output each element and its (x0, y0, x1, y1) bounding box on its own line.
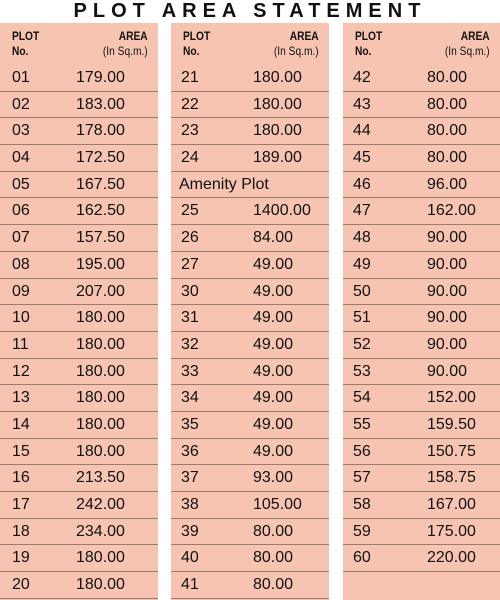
plot-area: 80.00 (253, 576, 294, 594)
plot-number: 35 (181, 415, 199, 433)
table-row (171, 252, 329, 279)
plot-number: 20 (12, 576, 30, 594)
plot-area: 180.00 (76, 576, 125, 594)
plot-area: 234.00 (76, 522, 125, 540)
plot-number: 57 (353, 469, 371, 487)
area-header-unit: (In Sq.m.) (103, 44, 148, 58)
plot-number: 09 (12, 282, 30, 300)
plot-number: 38 (181, 496, 199, 513)
plot-area: 49.00 (253, 415, 294, 433)
table-row (0, 252, 158, 279)
table-row (343, 92, 500, 119)
plot-number: 19 (12, 549, 30, 567)
plot-number: 54 (353, 389, 371, 407)
area-header-unit: (In Sq.m.) (274, 44, 319, 58)
table-row (0, 359, 158, 386)
table-row (171, 572, 329, 599)
column-header (343, 23, 500, 65)
plot-number: 12 (12, 362, 30, 380)
table-row (343, 198, 500, 225)
plot-area: 180.00 (76, 549, 125, 567)
table-row (171, 172, 329, 199)
plot-number: 13 (12, 389, 30, 407)
plot-area: 90.00 (427, 255, 468, 273)
plot-area: 195.00 (76, 255, 125, 273)
plot-area: 96.00 (427, 175, 468, 193)
plot-area: 162.50 (76, 202, 125, 220)
plot-area: 180.00 (76, 335, 125, 353)
table-row (343, 465, 500, 492)
table-row (343, 412, 500, 439)
plot-number: 11 (12, 335, 29, 353)
plot-area: 180.00 (76, 442, 125, 460)
plot-number: 43 (353, 95, 371, 113)
plot-number: 58 (353, 496, 371, 513)
plot-area: 180.00 (76, 415, 125, 433)
table-row (343, 279, 500, 306)
plot-area: 80.00 (427, 69, 468, 86)
plot-number: 21 (181, 69, 199, 86)
plot-number: 26 (181, 229, 199, 247)
table-row (0, 225, 158, 252)
page-title: PLOT AREA STATEMENT (73, 0, 427, 22)
table-row (171, 225, 329, 252)
table-row (171, 65, 329, 92)
plot-area: 1400.00 (253, 202, 311, 220)
plot-header-sublabel: No. (183, 44, 200, 58)
plot-area: 49.00 (253, 389, 294, 407)
plot-area: 167.50 (76, 175, 125, 193)
area-header (103, 29, 148, 59)
table-row (0, 332, 158, 359)
plot-number: 42 (353, 69, 371, 86)
plot-area: 180.00 (253, 69, 302, 86)
area-header (445, 29, 490, 59)
plot-header-label: PLOT (183, 29, 211, 43)
plot-area: 242.00 (76, 496, 125, 513)
table-row (171, 359, 329, 386)
plot-number: 34 (181, 389, 199, 407)
plot-number: 40 (181, 549, 199, 567)
plot-number: 55 (353, 415, 371, 433)
table-row (171, 545, 329, 572)
plot-area: 162.00 (427, 202, 476, 220)
plot-number: 03 (12, 122, 30, 140)
plot-number: 47 (353, 202, 371, 220)
plot-number: 16 (12, 469, 30, 487)
plot-number: 60 (353, 549, 371, 567)
plot-area: 183.00 (76, 95, 125, 113)
plot-area: 49.00 (253, 442, 294, 460)
plot-number: 04 (12, 149, 30, 167)
plot-area: 180.00 (253, 95, 302, 113)
table-row (343, 252, 500, 279)
plot-area: 80.00 (427, 149, 468, 167)
plot-number: 53 (353, 362, 371, 380)
table-row (343, 439, 500, 466)
plot-area: 90.00 (427, 362, 468, 380)
plot-number: 31 (181, 309, 199, 327)
plot-number: 51 (353, 309, 371, 327)
table-row (343, 118, 500, 145)
table-row (0, 65, 158, 92)
plot-number: 22 (181, 95, 199, 113)
column-header (0, 23, 158, 65)
plot-no-header (355, 29, 382, 59)
column-header (171, 23, 329, 65)
plot-number: 23 (181, 122, 199, 140)
plot-area: 179.00 (76, 69, 125, 86)
plot-area: 90.00 (427, 282, 468, 300)
table-row (343, 519, 500, 546)
plot-header-label: PLOT (355, 29, 383, 43)
plot-header-label: PLOT (12, 29, 40, 43)
table-row (0, 492, 158, 519)
table-row (171, 519, 329, 546)
plot-area: 167.00 (427, 496, 476, 513)
plot-number: 17 (12, 496, 30, 513)
plot-header-sublabel: No. (355, 44, 372, 58)
plot-area: 49.00 (253, 362, 294, 380)
plot-area: 220.00 (427, 549, 476, 567)
plot-area: 213.50 (76, 469, 125, 487)
plot-number: 45 (353, 149, 371, 167)
plot-area: 105.00 (253, 496, 302, 513)
plot-number: 15 (12, 442, 30, 460)
table-row (171, 118, 329, 145)
plot-number: 41 (181, 576, 199, 594)
plot-number: 37 (181, 469, 199, 487)
area-header-label: AREA (119, 29, 148, 43)
plot-number: 14 (12, 415, 30, 433)
area-header (274, 29, 319, 59)
plot-area-table (0, 23, 500, 600)
table-row (0, 545, 158, 572)
plot-area: 180.00 (253, 122, 302, 140)
plot-area: 158.75 (427, 469, 476, 487)
table-row (0, 198, 158, 225)
table-row (343, 65, 500, 92)
plot-number: 07 (12, 229, 30, 247)
plot-area: 49.00 (253, 335, 294, 353)
table-row (0, 279, 158, 306)
area-header-unit: (In Sq.m.) (445, 44, 490, 58)
table-row (343, 332, 500, 359)
plot-number: 32 (181, 335, 199, 353)
plot-number: 50 (353, 282, 371, 300)
table-row (0, 145, 158, 172)
plot-area: 175.00 (427, 522, 476, 540)
plot-area: 80.00 (427, 95, 468, 113)
table-row (0, 412, 158, 439)
plot-area: 180.00 (76, 309, 125, 327)
plot-no-header (183, 29, 210, 59)
plot-area: 172.50 (76, 149, 125, 167)
plot-number: 39 (181, 522, 199, 540)
table-row (171, 385, 329, 412)
plot-area: 80.00 (253, 549, 294, 567)
plot-area: 180.00 (76, 362, 125, 380)
plot-area: 157.50 (76, 229, 125, 247)
table-row (171, 492, 329, 519)
table-column-3 (343, 23, 500, 600)
section-label: Amenity Plot (179, 175, 269, 193)
plot-area: 178.00 (76, 122, 125, 140)
plot-area: 90.00 (427, 335, 468, 353)
plot-number: 49 (353, 255, 371, 273)
plot-area: 159.50 (427, 415, 476, 433)
plot-area: 90.00 (427, 309, 468, 327)
plot-number: 30 (181, 282, 199, 300)
plot-number: 36 (181, 442, 199, 460)
plot-area: 180.00 (76, 389, 125, 407)
plot-area: 84.00 (253, 229, 294, 247)
table-row (0, 172, 158, 199)
plot-number: 08 (12, 255, 30, 273)
plot-number: 18 (12, 522, 30, 540)
table-column-1 (0, 23, 158, 600)
plot-number: 46 (353, 175, 371, 193)
table-row (0, 92, 158, 119)
plot-number: 59 (353, 522, 371, 540)
plot-number: 24 (181, 149, 199, 167)
table-row (171, 332, 329, 359)
plot-number: 05 (12, 175, 30, 193)
plot-area: 49.00 (253, 255, 294, 273)
table-row (171, 465, 329, 492)
table-column-2 (171, 23, 329, 600)
table-row (343, 545, 500, 572)
plot-area: 207.00 (76, 282, 125, 300)
plot-number: 56 (353, 442, 371, 460)
table-row (343, 359, 500, 386)
plot-no-header (12, 29, 39, 59)
table-row (0, 118, 158, 145)
plot-area: 150.75 (427, 442, 476, 460)
plot-number: 01 (12, 69, 30, 86)
plot-area: 90.00 (427, 229, 468, 247)
plot-number: 48 (353, 229, 371, 247)
area-header-label: AREA (461, 29, 490, 43)
table-row (343, 385, 500, 412)
table-row (171, 145, 329, 172)
plot-number: 27 (181, 255, 199, 273)
table-row (343, 305, 500, 332)
table-row (343, 225, 500, 252)
plot-area: 49.00 (253, 309, 294, 327)
plot-area: 49.00 (253, 282, 294, 300)
table-row (0, 465, 158, 492)
table-row (0, 385, 158, 412)
area-header-label: AREA (290, 29, 319, 43)
plot-number: 52 (353, 335, 371, 353)
plot-number: 06 (12, 202, 30, 220)
plot-number: 02 (12, 95, 30, 113)
plot-number: 44 (353, 122, 371, 140)
table-row (0, 305, 158, 332)
plot-number: 10 (12, 309, 30, 327)
table-row (171, 412, 329, 439)
plot-number: 33 (181, 362, 199, 380)
plot-area: 152.00 (427, 389, 476, 407)
table-row (343, 172, 500, 199)
plot-area: 189.00 (253, 149, 302, 167)
plot-header-sublabel: No. (12, 44, 29, 58)
plot-area: 80.00 (427, 122, 468, 140)
plot-number: 25 (181, 202, 199, 220)
table-row (0, 519, 158, 546)
table-row (171, 198, 329, 225)
table-row (0, 572, 158, 599)
table-row (343, 492, 500, 519)
table-row (0, 439, 158, 466)
table-row (171, 92, 329, 119)
table-row (171, 305, 329, 332)
plot-area: 93.00 (253, 469, 294, 487)
table-row (171, 279, 329, 306)
table-row (343, 145, 500, 172)
plot-area: 80.00 (253, 522, 294, 540)
table-row (171, 439, 329, 466)
